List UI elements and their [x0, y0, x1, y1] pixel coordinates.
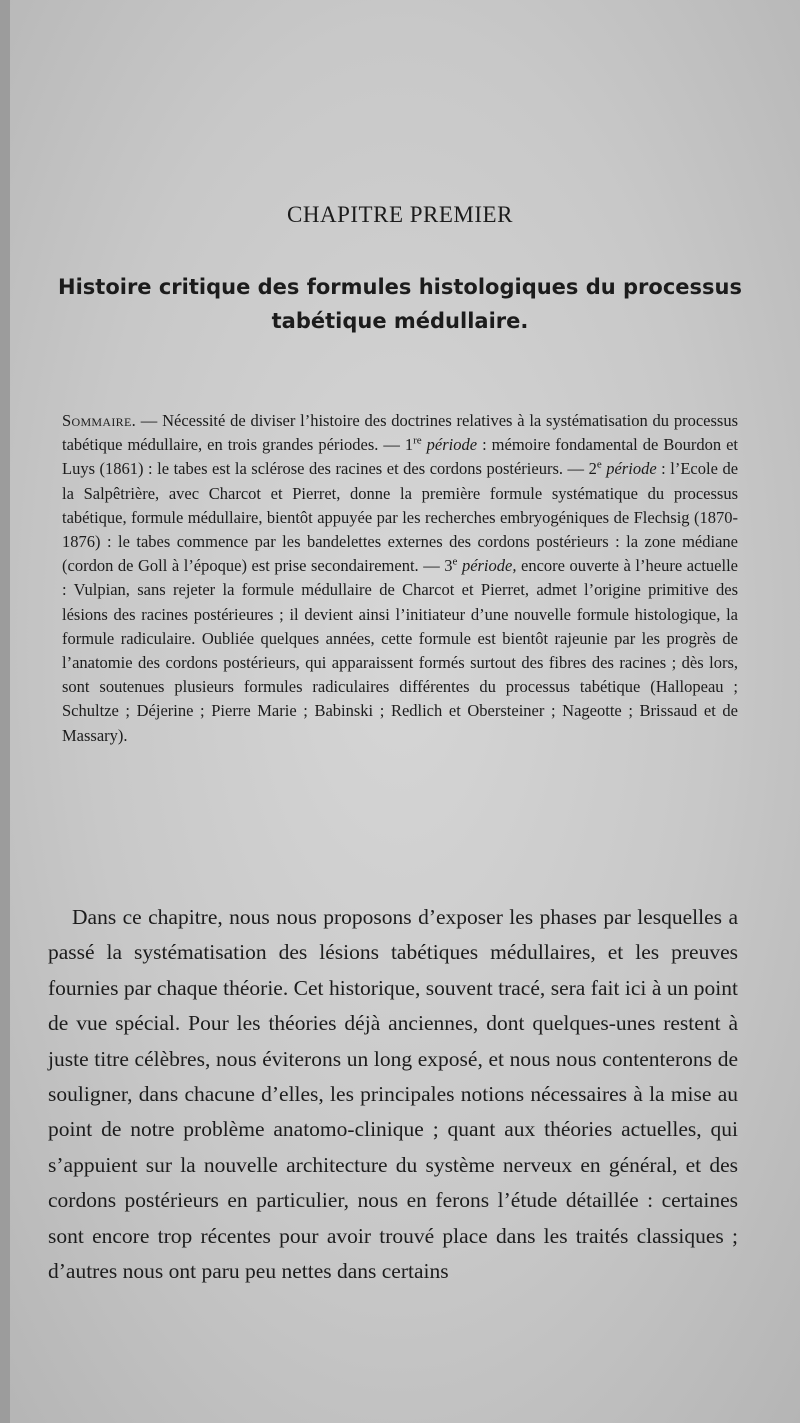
chapter-title-line-1: Histoire critique des formules histologiques du processus — [58, 275, 742, 299]
summary-text-3: : l’Ecole de la Salpêtrière, avec Charcot et Pierret, donne la première formule systématique du processus tabétique, formule médullaire, bientôt appuyée par les recherches embryogéniques de Flechsig (1870-1876) : le tabes commence par les bandelettes externes des cordons postérieurs : la zone médiane (cordon de Goll à l’époque) est prise secondairement. — — [62, 459, 739, 576]
period-3-label: période, — [461, 556, 517, 576]
summary-text-4: encore ouverte à l’heure actuelle : Vulpian, sans rejeter la formule médullaire de Charcot et Pierret, admet l’origine primitive des lésions des racines postérieures ; il devient ainsi l’initiateur d’une nouvelle formule histologique, la formule radiculaire. Oubliée quelques années, cette formule est bientôt rajeunie par les progrès de l’anatomie des cordons postérieurs, qui apparaissent formés surtout des fibres des racines ; dès lors, sont soutenues plusieurs formules radiculaires différentes du processus tabétique (Hallopeau ; Schultze ; Déjerine ; Pierre Marie ; Babinski ; Redlich et Obersteiner ; Nageotte ; Brissaud et de Massary). — [62, 556, 738, 745]
chapter-summary — [62, 409, 738, 748]
summary-text-1: — Nécessité de diviser l’histoire des doctrines relatives à la systématisation du processus tabétique médullaire, en trois grandes périodes. — — [62, 411, 738, 455]
chapter-label: CHAPITRE PREMIER — [287, 202, 513, 227]
chapter-title-line-2: tabétique médullaire. — [271, 309, 529, 333]
period-3-number: 3 — [444, 556, 453, 576]
period-2-number: 2 — [588, 459, 597, 479]
period-2-label: période — [606, 459, 657, 479]
summary-label: Sommaire. — [62, 411, 137, 430]
period-1-label: période — [426, 435, 478, 455]
chapter-title — [40, 270, 760, 338]
period-1-number: 1 — [404, 435, 414, 455]
period-1-ordinal: re — [413, 434, 422, 447]
period-3-ordinal: e — [452, 555, 458, 568]
body-paragraph: Dans ce chapitre, nous nous proposons d’exposer les phases par lesquelles a passé la systématisation des lésions tabétiques médullaires, et les preuves fournies par chaque théorie. Cet historique, souvent tracé, sera fait ici à un point de vue spécial. Pour les théories déjà anciennes, dont quelques-unes restent à juste titre célèbres, nous éviterons un long exposé, et nous nous contenterons de souligner, dans chacune d’elles, les principales notions nécessaires à la mise au point de notre problème anatomo-clinique ; quant aux théories actuelles, qui s’appuient sur la nouvelle architecture du système nerveux en général, et des cordons postérieurs en particulier, nous en ferons l’étude détaillée : certaines sont encore trop récentes pour avoir trouvé place dans les traités classiques ; d’autres nous ont paru peu nettes dans certains — [48, 905, 738, 1284]
summary-text-2: : mémoire fondamental de Bourdon et Luys (1861) : le tabes est la sclérose des racines et des cordons postérieurs. — — [62, 435, 738, 479]
period-2-ordinal: e — [596, 458, 602, 471]
